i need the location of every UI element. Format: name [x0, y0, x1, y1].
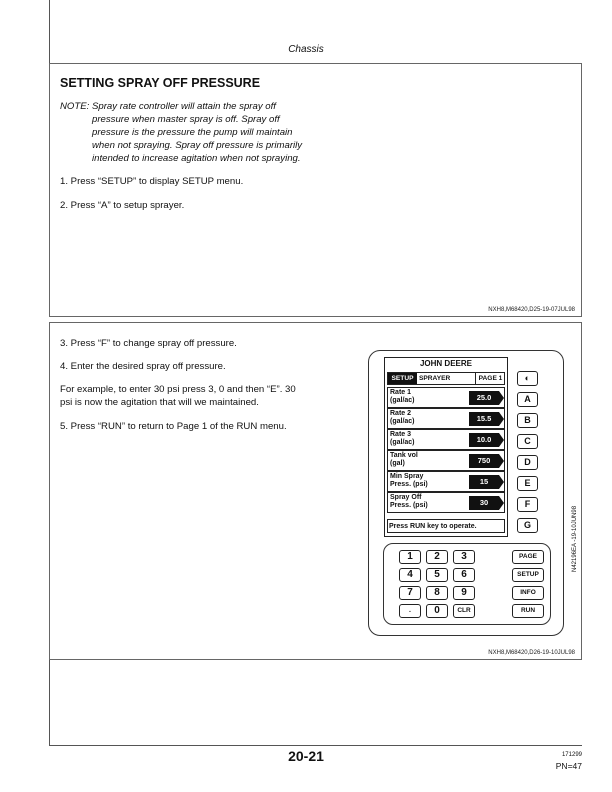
margin-rule-bottom [49, 660, 50, 745]
key-c: C [517, 434, 538, 449]
row-label: Rate 2 (gal/ac) [390, 410, 415, 425]
key-0: 0 [426, 604, 448, 618]
step-1: 1. Press “SETUP” to display SETUP menu. [60, 176, 244, 187]
row-value: 30 [469, 496, 499, 510]
key-1: 1 [399, 550, 421, 564]
note-line: NOTE: Spray rate controller will attain the spray off [60, 101, 276, 112]
key-9: 9 [453, 586, 475, 600]
row-arrow [499, 433, 504, 447]
keypad [383, 543, 551, 625]
row-arrow [499, 454, 504, 468]
key-page: PAGE [512, 550, 544, 564]
row-arrow [499, 496, 504, 510]
row-label: Spray Off Press. (psi) [390, 494, 428, 509]
screen-header [387, 372, 505, 385]
contrast-key: ◐ [517, 371, 538, 386]
note-line: when not spraying. Spray off pressure is primarily [92, 140, 303, 151]
figure-code: N42196EA -19-10JUN98 [572, 505, 578, 572]
key-7: 7 [399, 586, 421, 600]
note-line: pressure is the pressure the pump will maintain [92, 127, 293, 138]
tab-page: PAGE 1 [475, 373, 505, 384]
row-value: 15 [469, 475, 499, 489]
row-arrow [499, 391, 504, 405]
footer-pn: PN=47 [555, 761, 582, 771]
key-5: 5 [426, 568, 448, 582]
row-value: 15.5 [469, 412, 499, 426]
step-2: 2. Press “A” to setup sprayer. [60, 200, 185, 211]
row-arrow [499, 475, 504, 489]
screen-row [387, 492, 505, 513]
screen-row [387, 387, 505, 408]
controller-device-figure [368, 350, 564, 636]
note-line: pressure when master spray is off. Spray off [92, 114, 280, 125]
tab-setup: SETUP [388, 373, 417, 384]
reference-code: NXH8,M68420,D26-19-10JUL98 [488, 650, 575, 656]
screen-footer-message: Press RUN key to operate. [387, 519, 505, 533]
chapter-header: Chassis [288, 44, 324, 55]
section-setting-spray-off-pressure [49, 63, 582, 317]
step-3: 3. Press “F” to change spray off pressure. [60, 338, 237, 349]
step-4: 4. Enter the desired spray off pressure. [60, 361, 226, 372]
screen-row [387, 450, 505, 471]
key-setup: SETUP [512, 568, 544, 582]
key-d: D [517, 455, 538, 470]
key-2: 2 [426, 550, 448, 564]
row-value: 25.0 [469, 391, 499, 405]
row-label: Min Spray Press. (psi) [390, 473, 428, 488]
note-block [60, 100, 360, 165]
footer-rule [49, 745, 582, 746]
key-run: RUN [512, 604, 544, 618]
footer-code: 171299 [561, 752, 582, 758]
key-4: 4 [399, 568, 421, 582]
row-label: Rate 3 (gal/ac) [390, 431, 415, 446]
example-line: psi is now the agitation that will we maintained. [60, 397, 259, 408]
tab-sprayer: SPRAYER [419, 375, 451, 382]
key-g: G [517, 518, 538, 533]
screen-row [387, 408, 505, 429]
key-decimal: . [399, 604, 421, 618]
device-screen [384, 357, 508, 537]
row-label: Tank vol (gal) [390, 452, 418, 467]
row-value: 750 [469, 454, 499, 468]
section-steps-continued [49, 322, 582, 660]
key-8: 8 [426, 586, 448, 600]
row-arrow [499, 412, 504, 426]
key-info: INFO [512, 586, 544, 600]
screen-row [387, 429, 505, 450]
key-e: E [517, 476, 538, 491]
row-value: 10.0 [469, 433, 499, 447]
reference-code: NXH8,M68420,D25-19-07JUL98 [488, 307, 575, 313]
section-title: SETTING SPRAY OFF PRESSURE [60, 76, 261, 90]
key-f: F [517, 497, 538, 512]
row-label: Rate 1 (gal/ac) [390, 389, 415, 404]
key-b: B [517, 413, 538, 428]
key-3: 3 [453, 550, 475, 564]
brand-label: JOHN DEERE [419, 359, 472, 368]
key-a: A [517, 392, 538, 407]
screen-row [387, 471, 505, 492]
note-line: intended to increase agitation when not spraying. [92, 153, 301, 164]
example-line: For example, to enter 30 psi press 3, 0 and then “E”. 30 [60, 384, 296, 395]
step-5: 5. Press “RUN” to return to Page 1 of the RUN menu. [60, 421, 287, 432]
page-number: 20-21 [288, 748, 324, 764]
key-clr: CLR [453, 604, 475, 618]
key-6: 6 [453, 568, 475, 582]
